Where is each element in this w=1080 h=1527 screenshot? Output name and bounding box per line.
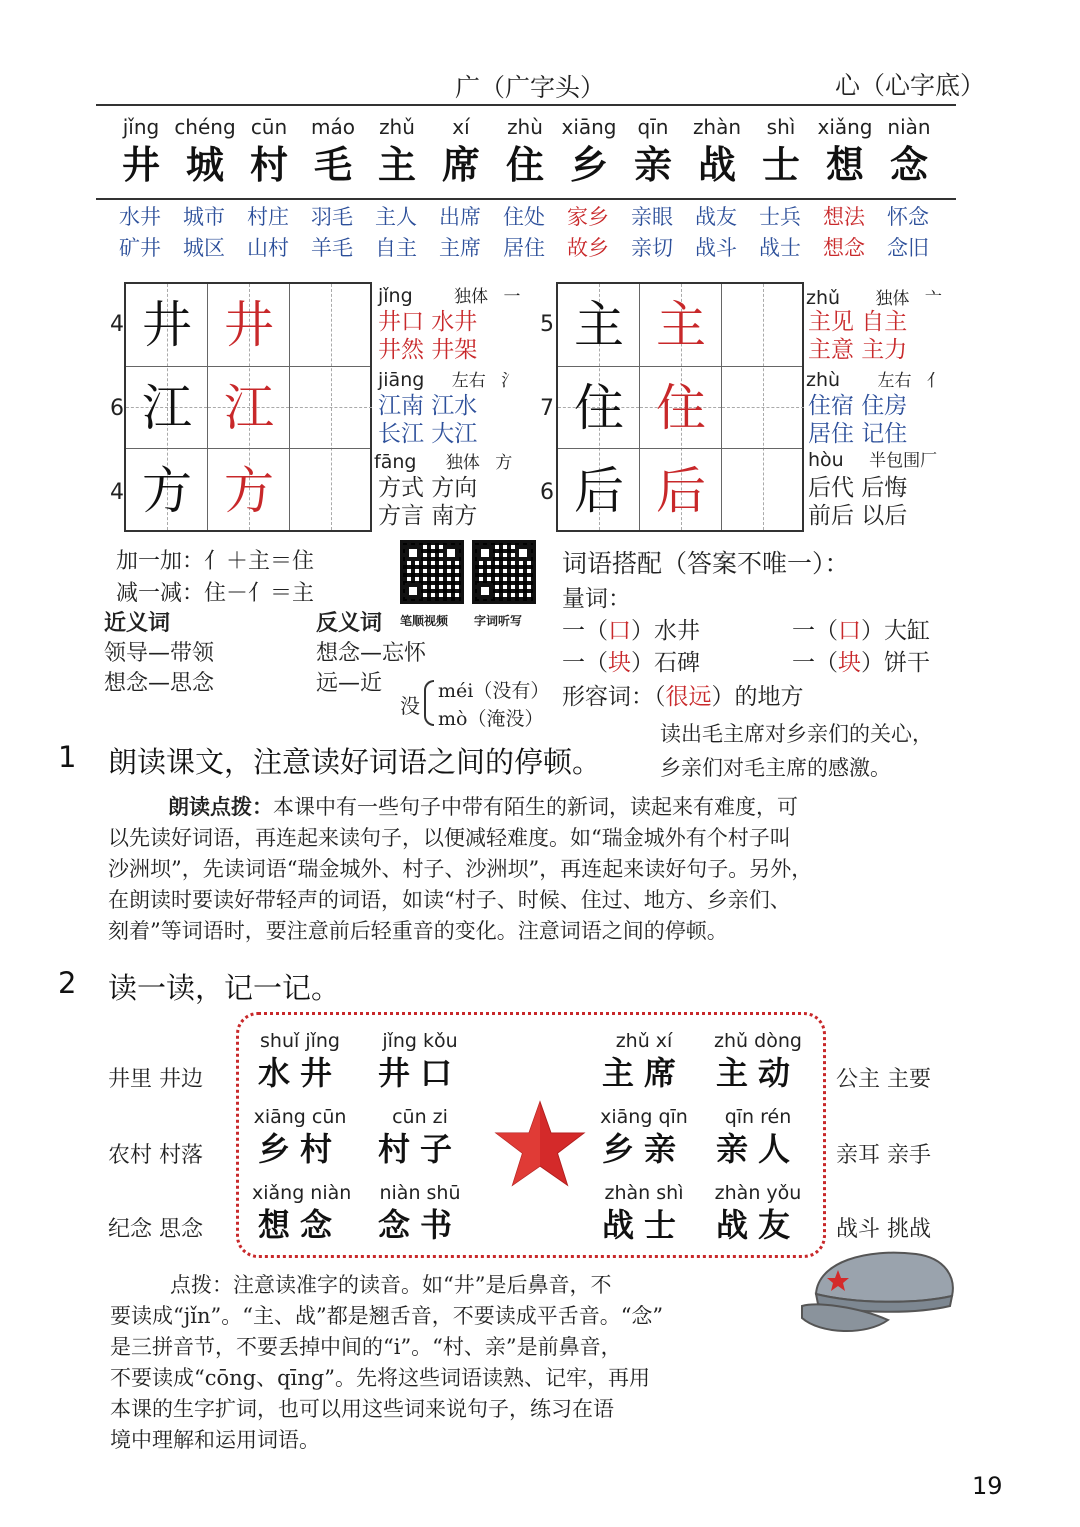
vocab-word: xiāng qīn 乡亲 [600, 1106, 688, 1168]
character-item: xiāng 乡 [561, 115, 617, 187]
char-words: 井口 水井 井然 井架 [378, 309, 478, 363]
qr-label: 字词听写 [474, 614, 523, 628]
task-number: 2 [58, 966, 77, 1000]
vocab-word: niàn shū 念书 [377, 1182, 462, 1244]
word-column: 亲眼 亲切 [631, 205, 673, 260]
trace-character: 井 [224, 296, 274, 354]
model-character: 住 [574, 379, 624, 437]
character-item: jǐng 井 [121, 115, 160, 187]
model-character: 后 [574, 462, 624, 520]
char-words: 后代 后悔 前后 以后 [808, 475, 908, 529]
task-number: 1 [58, 740, 77, 774]
army-cap-icon [796, 1244, 960, 1340]
trace-character: 方 [224, 462, 274, 520]
word-column: 羽毛 羊毛 [311, 205, 353, 260]
model-character: 方 [142, 462, 192, 520]
related-words: 井里 井边 [108, 1067, 203, 1092]
writing-grid-right [556, 282, 804, 532]
task-note: 读出毛主席对乡亲们的关心， [660, 722, 933, 746]
vocab-tip: 点拨：注意读准字的读音。如“井”是后鼻音，不 要读成“jǐn”。“主、战”都是翘舌音，不要读成平舌音。“念” 是三拼音节，不要丢掉中间的“i”。“村、亲”是前鼻音， 不要读成“cōng、qīng”。先将这些词语读熟、记牢，再用 本课的生字扩词，也可以用这些词来说句子，练习在语 境中理解和运用词语。 [110, 1273, 664, 1452]
word-column: 住处 居住 [503, 205, 545, 260]
stroke-count: 4 [110, 480, 124, 505]
word-column: 战友 战斗 [695, 205, 737, 260]
word-column: 家乡 故乡 [567, 205, 609, 260]
character-item: máo 毛 [311, 115, 355, 187]
word-column: 水井 矿井 [119, 205, 161, 260]
polyphone-reading-1: méi（没有） [438, 680, 550, 702]
char-info: zhù 左右 亻 [806, 369, 944, 391]
word-column: 怀念 念旧 [887, 205, 929, 260]
word-table [104, 202, 944, 272]
vocab-word: cūn zi 村子 [377, 1106, 462, 1168]
adjective-item: 形容词：（很远）的地方 [562, 684, 804, 710]
measure-item: 一（块）石碑 [562, 650, 700, 676]
characters-divider [96, 198, 956, 200]
measure-item: 一（块）饼干 [792, 650, 930, 676]
word-column: 想法 想念 [823, 205, 865, 260]
char-words: 江南 江水 长江 大江 [378, 393, 478, 447]
related-words: 纪念 思念 [108, 1217, 203, 1242]
stroke-count: 6 [110, 396, 124, 421]
task-title: 朗读课文，注意读好词语之间的停顿。 [108, 745, 602, 779]
related-words: 公主 主要 [836, 1067, 931, 1092]
character-item: zhǔ 主 [377, 115, 416, 187]
polyphone-reading-2: mò（淹没） [438, 708, 544, 730]
character-item: chéng 城 [174, 115, 236, 187]
add-formula: 加一加：亻＋主＝住 [116, 549, 315, 574]
qr-code-dictation[interactable] [472, 540, 536, 604]
word-column: 出席 主席 [439, 205, 481, 260]
model-character: 井 [142, 296, 192, 354]
char-info: jǐng 独体 一 [378, 285, 521, 307]
trace-character: 主 [656, 296, 706, 354]
antonym-item: 想念—忘怀 [316, 641, 427, 666]
antonym-item: 远—近 [316, 671, 383, 696]
character-item: xiǎng 想 [817, 115, 873, 187]
char-info: hòu 半包围厂 [808, 449, 938, 471]
word-column: 士兵 战士 [759, 205, 801, 260]
subtract-formula: 减一减：住－亻＝主 [116, 581, 315, 606]
trace-character: 江 [224, 379, 274, 437]
character-item: niàn 念 [887, 115, 931, 187]
trace-character: 后 [656, 462, 706, 520]
page-number: 19 [972, 1472, 1003, 1500]
word-column: 主人 自主 [375, 205, 417, 260]
char-info: zhǔ 独体 亠 [806, 287, 942, 309]
radical-label-left: 广（广字头） [455, 73, 606, 102]
vocab-word: zhàn yǒu 战友 [714, 1182, 802, 1244]
polyphone-brace [424, 680, 434, 726]
polyphone-char: 没 [400, 694, 420, 718]
vocab-word: zhǔ xí 主席 [601, 1030, 686, 1092]
vocab-word: shuǐ jǐng 水井 [257, 1030, 342, 1092]
stroke-count: 6 [540, 480, 554, 505]
synonyms-title: 近义词 [104, 611, 171, 636]
synonym-item: 想念—思念 [104, 671, 215, 696]
character-item: xí 席 [441, 115, 480, 187]
vocab-word: xiǎng niàn 想念 [252, 1182, 352, 1244]
related-words: 战斗 挑战 [836, 1217, 931, 1242]
char-info: fāng 独体 方 [374, 451, 513, 473]
collocation-title: 词语搭配（答案不唯一）： [562, 549, 850, 578]
measure-item: 一（口）水井 [562, 618, 700, 644]
vocab-word: xiāng cūn 乡村 [253, 1106, 347, 1168]
character-item: zhàn 战 [692, 115, 742, 187]
vocab-word: jǐng kǒu 井口 [377, 1030, 462, 1092]
vocab-word: zhàn shì 战士 [601, 1182, 686, 1244]
measure-label: 量词： [562, 586, 631, 612]
writing-grid-left [124, 282, 372, 532]
char-info: jiāng 左右 氵 [378, 369, 519, 391]
reading-tip: 朗读点拨：本课中有一些句子中带有陌生的新词，读起来有难度，可 以先读好词语，再连起来读句子，以便减轻难度。如“瑞金城外有个村子叫 沙洲坝”，先读词语“瑞金城外、村子、沙洲坝”，再连起来读好句子。另外， 在朗读时要读好带轻声的词语，如读“村子、时候、住过、地方、乡亲们、 刻着”等词语时，要注意前后轻重音的变化。注意词语之间的停顿。 [108, 795, 813, 943]
model-character: 主 [574, 296, 624, 354]
qr-label: 笔顺视频 [400, 614, 449, 628]
character-item: qīn 亲 [633, 115, 672, 187]
related-words: 亲耳 亲手 [836, 1143, 931, 1168]
vocab-word: qīn rén 亲人 [715, 1106, 800, 1168]
character-item: cūn 村 [249, 115, 288, 187]
qr-code-stroke-video[interactable] [400, 540, 464, 604]
char-words: 主见 自主 主意 主力 [808, 309, 908, 363]
word-column: 城市 城区 [183, 205, 225, 260]
header-divider [96, 104, 956, 106]
radical-label-right: 心（心字底） [835, 71, 986, 100]
character-item: shì 士 [761, 115, 800, 187]
synonym-item: 领导—带领 [104, 641, 215, 666]
task-title: 读一读，记一记。 [108, 971, 341, 1005]
model-character: 江 [142, 379, 192, 437]
red-star-icon [494, 1098, 586, 1190]
word-column: 村庄 山村 [247, 205, 289, 260]
measure-item: 一（口）大缸 [792, 618, 930, 644]
stroke-count: 7 [540, 396, 554, 421]
task-note: 乡亲们对毛主席的感激。 [660, 756, 891, 780]
antonyms-title: 反义词 [316, 611, 383, 636]
char-words: 住宿 住房 居住 记住 [808, 393, 908, 447]
character-item: zhù 住 [505, 115, 544, 187]
char-words: 方式 方向 方言 南方 [378, 475, 478, 529]
trace-character: 住 [656, 379, 706, 437]
vocab-word: zhǔ dòng 主动 [714, 1030, 802, 1092]
related-words: 农村 村落 [108, 1143, 203, 1168]
stroke-count: 4 [110, 312, 124, 337]
stroke-count: 5 [540, 312, 554, 337]
